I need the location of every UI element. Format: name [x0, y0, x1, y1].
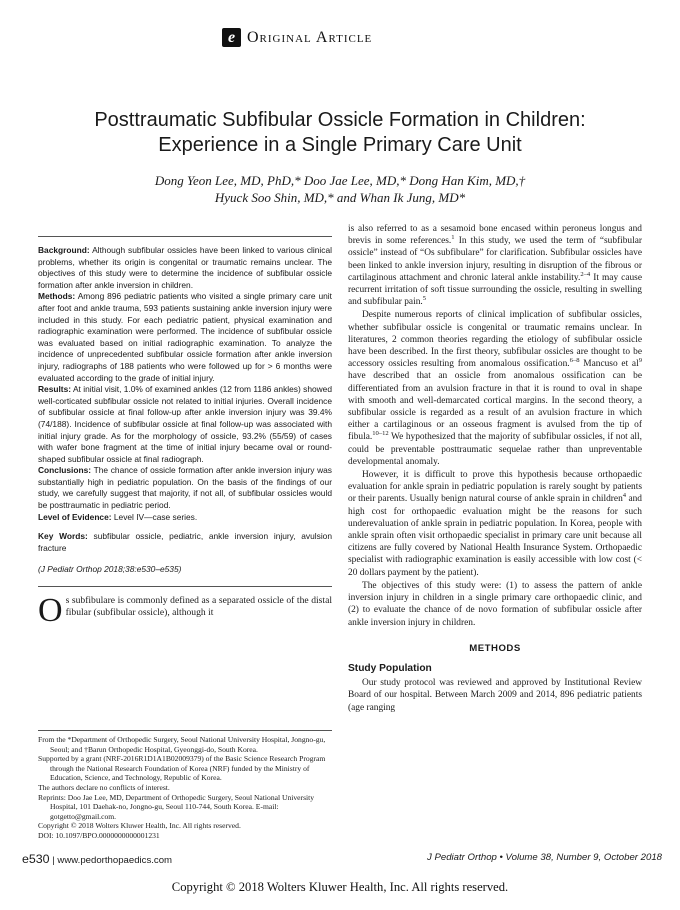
abstract-methods: Methods: Among 896 pediatric patients who visited a single primary care unit after foot and ankle trauma, 593 patients sustaining ankle inversion injury were included in this study. For each pediatric patient, physical examination and radiographic examination were performed. The incidence of subfibular ossicle was evaluated based on initial radiographic examination. To analyze the incidence of unprecedented subfibular ossicle formation after ankle inversion injury, radiographs of 188 patients who were followed up for > 6 months were evaluated according to the grade of initial injury. — [38, 291, 332, 383]
article-type-header — [222, 28, 372, 47]
copyright-notice: Copyright © 2018 Wolters Kluwer Health, Inc. All rights reserved. — [171, 880, 509, 894]
footer-page-info — [22, 852, 172, 866]
article-citation: (J Pediatr Orthop 2018;38:e530–e535) — [38, 564, 182, 575]
intro-paragraph-4: The objectives of this study were: (1) to assess the pattern of ankle inversion injury in children in a single primary care orthopaedic clinic, and (2) to evaluate the chance of de novo formation of subfibular ossicle after ankle inversion injury in children. — [348, 580, 642, 628]
ref-superscript: 1 — [451, 234, 455, 242]
ref-superscript: 4 — [622, 492, 627, 500]
authors-line-1: Dong Yeon Lee, MD, PhD,* Doo Jae Lee, MD,* Dong Han Kim, MD,† — [154, 173, 526, 188]
ref-superscript: 6–8 — [569, 357, 580, 365]
page-number: e530 — [22, 852, 50, 866]
right-column — [348, 223, 642, 715]
intro-paragraph-3: However, it is difficult to prove this hypothesis because orthopaedic evaluation for ankle sprain in pediatric population is rarely sought by patients or their parents. Usually benign natural course of ankle sprain in children$^4$ and high cost for orthopaedic evaluation might be the reasons for such underevaluation of ankle sprain in pediatric population. In Korea, people with ankle sprain often visit orthopaedic specialist in primary care unit because all citizens are fully covered by National Health Insurance System. Orthopaedic specialist with radiographic examination is easily accessible with low cost (< 20 dollars payment by the patient). — [348, 470, 642, 578]
page-footer — [22, 852, 662, 866]
journal-website-link[interactable]: | www.pedorthopaedics.com — [49, 855, 173, 866]
ref-superscript: 5 — [422, 295, 427, 303]
footnote-doi: DOI: 10.1097/BPO.0000000000001231 — [38, 830, 160, 840]
abstract-level-of-evidence: Level of Evidence: Level IV—case series. — [38, 511, 198, 522]
intro-paragraph-1-cont: is also referred to as a sesamoid bone encased within peroneus longus and brevis in some references.$^1$ In this study, we used the term of “subfibular ossicle” instead of “Os subfibulare” for clarification. Subfibular ossicles have been linked to ankle inversion injury, resulting in disruption of the fibrous or cartilaginous attachment and chronic lateral ankle instability.$^{2-4}$ It may cause recurrent irritation of soft tissue surrounding the ossicle, resulting in swelling and subfibular pain.$^5$ — [348, 224, 643, 308]
abstract-top-rule — [38, 236, 332, 237]
ref-superscript: 2–4 — [580, 270, 591, 278]
ref-superscript: 10–12 — [372, 430, 389, 438]
drop-cap: O — [38, 592, 63, 630]
journal-e-logo-icon: e — [222, 28, 241, 47]
abstract-conclusions: Conclusions: The chance of ossicle formation after ankle inversion injury was substantially high in pediatric population. On the basis of the findings of our study, we carefully suggest that majority, if not all, of subfibular ossicles would be posttraumatic in pediatric period. — [38, 465, 332, 511]
footnote-copyright: Copyright © 2018 Wolters Kluwer Health, Inc. All rights reserved. — [38, 821, 241, 831]
authors-line-2: Hyuck Soo Shin, MD,* and Whan Ik Jung, MD* — [214, 190, 466, 205]
study-population-heading: Study Population — [348, 662, 432, 674]
article-title — [20, 108, 660, 158]
left-column — [38, 236, 332, 630]
footnote-funding: Supported by a grant (NRF-2016R1D1A1B02009379) of the Basic Science Research Program through the National Research Foundation of Korea (NRF) funded by the Ministry of Education, Science, and Technology, Republic of Korea. — [38, 754, 326, 783]
abstract-keywords: Key Words: subfibular ossicle, pediatric, ankle inversion injury, avulsion fracture — [38, 531, 332, 553]
ref-superscript: 9 — [638, 357, 642, 365]
intro-paragraph-2: Despite numerous reports of clinical implication of subfibular ossicles, whether subfibular ossicle is congenital or traumatic remains unclear. In literatures, 2 common theories regarding the etiology of subfibular ossicle have been described. In the first theory, subfibular ossicles are thought to be accessory ossicles resulting from anomalous ossification.$^{6-8}$ Mancuso et $al^9$ have described that an ossicle from anomalous ossification can be differentiated from an avulsion fracture in that it is round to oval in shape with smooth and well-demarcated cortical margins. In the second theory, a subfibular ossicle is regarded as a result of an avulsion fracture in which either a cartilaginous or an osseous fragment is avulsed from the tip of fibula.$^{10-12}$ We hypothesized that the majority of subfibular ossicles, if not all, could be preventable posttraumatic sequelae rather than unpreventable developmental anomaly. — [348, 310, 642, 467]
intro-paragraph-1-start: Os subfibulare is commonly defined as a separated ossicle of the distal fibular (subfibular ossicle), although it — [38, 592, 332, 630]
abstract-bottom-rule — [38, 586, 332, 587]
article-type-label: Original Article — [247, 28, 373, 46]
title-line-1: Posttraumatic Subfibular Ossicle Formation in Children: — [94, 109, 586, 131]
footnote-affiliations: From the *Department of Orthopedic Surgery, Seoul National University Hospital, Jongno-gu, Seoul; and †Barun Orthopedic Hospital, Gyeonggi-do, South Korea. — [38, 735, 326, 754]
footer-journal-issue: J Pediatr Orthop • Volume 38, Number 9, October 2018 — [427, 852, 662, 863]
abstract-background: Background: Although subfibular ossicles have been linked to various clinical problems, whether its origin is congenital or traumatic remains unclear. The objectives of this study were to determine the incidence of subfibular ossicle formation after ankle inversion in children. — [38, 245, 332, 290]
author-list — [60, 172, 620, 206]
methods-heading: METHODS — [469, 642, 521, 654]
title-line-2: Experience in a Single Primary Care Unit — [158, 134, 522, 156]
abstract-results: Results: At initial visit, 1.0% of examined ankles (12 from 1186 ankles) showed well-corticated subfibular ossicle not related to initial injuries. Overall incidence of subfibular ossicle at final follow-up after ankle inversion injury was 39.4% (74/188). Incidence of subfibular ossicle at final follow-up was associated with initial injury grade. As for the morphology of ossicle, 93.2% (55/59) of cases with wafer bone fragment at the time of initial injury became oval or round-shaped subfibular ossicle at final radiograph. — [38, 384, 332, 464]
footnotes — [38, 730, 332, 841]
abstract — [38, 245, 332, 576]
methods-paragraph-1: Our study protocol was reviewed and approved by Institutional Review Board of our hospital. Between March 2009 and 2014, 896 pediatric patients (age ranging — [348, 678, 642, 713]
footnote-conflicts: The authors declare no conflicts of interest. — [38, 782, 170, 792]
footnote-rule — [38, 730, 332, 731]
footnote-reprints: Reprints: Doo Jae Lee, MD, Department of Orthopedic Surgery, Seoul National University Hospital, 101 Daehak-no, Jongno-gu, Seoul 110-744, South Korea. E-mail: gotgetto@gmail.com. — [38, 792, 315, 821]
